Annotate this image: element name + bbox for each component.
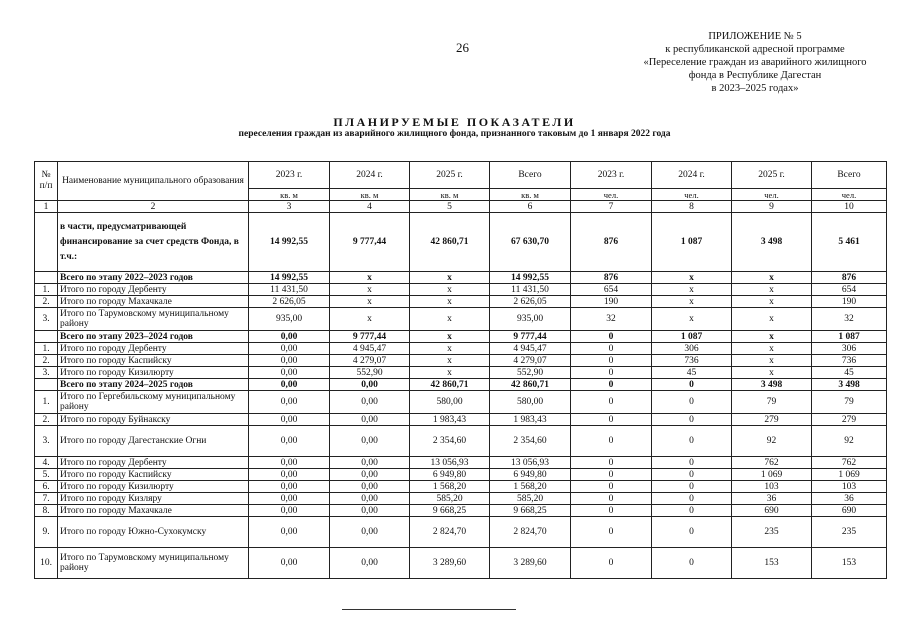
value-cell: 0,00	[249, 457, 330, 469]
table-row	[35, 343, 887, 355]
value-cell: 153	[812, 548, 887, 579]
unit-cell: чел.	[732, 189, 812, 201]
value-cell: 11 431,50	[490, 284, 571, 296]
value-cell: 0	[571, 548, 652, 579]
column-number-row	[35, 201, 887, 213]
value-cell: х	[410, 331, 490, 343]
value-cell: 3 498	[732, 213, 812, 272]
value-cell: 235	[732, 517, 812, 548]
value-cell: 0	[652, 505, 732, 517]
municipality-name-cell: Итого по Тарумовскому муниципальному району	[58, 548, 249, 579]
value-cell: 580,00	[490, 391, 571, 414]
municipality-name-cell: Итого по городу Каспийску	[58, 469, 249, 481]
value-cell: 36	[812, 493, 887, 505]
value-cell: 876	[812, 272, 887, 284]
value-cell: 279	[812, 414, 887, 426]
value-cell: 103	[812, 481, 887, 493]
value-cell: х	[652, 296, 732, 308]
value-cell: 3 289,60	[490, 548, 571, 579]
value-cell: 1 069	[812, 469, 887, 481]
table-row	[35, 367, 887, 379]
value-cell: 4 945,47	[330, 343, 410, 355]
document-subtitle: переселения граждан из аварийного жилищного фонда, признанного таковым до 1 января 2022 года	[238, 129, 671, 139]
value-cell: 0,00	[249, 469, 330, 481]
value-cell: х	[652, 284, 732, 296]
row-number-cell: 8.	[35, 505, 58, 517]
value-cell: 1 087	[652, 213, 732, 272]
row-number-cell	[35, 272, 58, 284]
municipality-name-cell: в части, предусматривающей финансирование за счет средств Фонда, в т.ч.:	[58, 213, 249, 272]
table-row	[35, 426, 887, 457]
value-cell: 0	[571, 493, 652, 505]
row-number-cell: 1.	[35, 284, 58, 296]
row-number-cell: 3.	[35, 308, 58, 331]
column-number: 3	[249, 201, 330, 213]
value-cell: 690	[732, 505, 812, 517]
value-cell: 79	[812, 391, 887, 414]
value-cell: 0,00	[249, 517, 330, 548]
value-cell: 2 626,05	[490, 296, 571, 308]
row-number-cell	[35, 213, 58, 272]
value-cell: х	[330, 308, 410, 331]
value-cell: 0	[571, 517, 652, 548]
value-cell: 92	[812, 426, 887, 457]
column-number: 2	[58, 201, 249, 213]
fund-total-row	[35, 213, 887, 272]
municipality-name-cell: Итого по городу Кизляру	[58, 493, 249, 505]
value-cell: 0,00	[249, 367, 330, 379]
value-cell: 9 777,44	[330, 213, 410, 272]
table-row	[35, 391, 887, 414]
unit-cell: кв. м	[249, 189, 330, 201]
row-number-cell: 1.	[35, 343, 58, 355]
value-cell: 0	[571, 391, 652, 414]
municipality-name-cell: Итого по городу Махачкале	[58, 296, 249, 308]
value-cell: 0	[652, 391, 732, 414]
row-number-cell: 2.	[35, 296, 58, 308]
column-number: 10	[812, 201, 887, 213]
value-cell: 0,00	[249, 493, 330, 505]
header-cell: 2025 г.	[410, 162, 490, 189]
header-cell: 2024 г.	[330, 162, 410, 189]
value-cell: 1 568,20	[410, 481, 490, 493]
value-cell: 6 949,80	[490, 469, 571, 481]
appendix-line: «Переселение граждан из аварийного жилищного	[643, 57, 867, 68]
value-cell: 13 056,93	[490, 457, 571, 469]
column-number: 1	[35, 201, 58, 213]
row-number-cell: 3.	[35, 426, 58, 457]
value-cell: 306	[812, 343, 887, 355]
header-cell: 2023 г.	[571, 162, 652, 189]
value-cell: х	[732, 272, 812, 284]
row-number-cell: 5.	[35, 469, 58, 481]
value-cell: 79	[732, 391, 812, 414]
municipality-name-cell: Итого по городу Каспийску	[58, 355, 249, 367]
value-cell: 654	[812, 284, 887, 296]
value-cell: 0	[652, 481, 732, 493]
table-body	[35, 213, 887, 579]
value-cell: 935,00	[249, 308, 330, 331]
value-cell: 0	[652, 457, 732, 469]
value-cell: 0	[652, 379, 732, 391]
value-cell: 0	[652, 426, 732, 457]
row-number-cell: 10.	[35, 548, 58, 579]
header-cell: 2025 г.	[732, 162, 812, 189]
value-cell: 190	[812, 296, 887, 308]
value-cell: х	[732, 367, 812, 379]
column-number: 5	[410, 201, 490, 213]
value-cell: 0	[571, 457, 652, 469]
value-cell: 0,00	[330, 469, 410, 481]
table-row	[35, 308, 887, 331]
value-cell: 0	[571, 379, 652, 391]
value-cell: 0	[571, 414, 652, 426]
appendix-line: к республиканской адресной программе	[665, 44, 845, 55]
municipality-name-cell: Итого по городу Дербенту	[58, 457, 249, 469]
footer-divider	[342, 609, 516, 610]
value-cell: 5 461	[812, 213, 887, 272]
value-cell: 552,90	[330, 367, 410, 379]
header-row	[35, 162, 887, 189]
unit-cell: чел.	[571, 189, 652, 201]
value-cell: 690	[812, 505, 887, 517]
value-cell: 876	[571, 213, 652, 272]
value-cell: х	[652, 308, 732, 331]
value-cell: 0,00	[330, 391, 410, 414]
value-cell: 13 056,93	[410, 457, 490, 469]
value-cell: 0,00	[249, 379, 330, 391]
value-cell: 103	[732, 481, 812, 493]
table-row	[35, 414, 887, 426]
value-cell: 14 992,55	[249, 213, 330, 272]
value-cell: 0,00	[330, 517, 410, 548]
unit-cell: кв. м	[410, 189, 490, 201]
row-number-cell: 6.	[35, 481, 58, 493]
value-cell: 1 087	[652, 331, 732, 343]
row-number-cell: 9.	[35, 517, 58, 548]
table-row	[35, 517, 887, 548]
value-cell: 654	[571, 284, 652, 296]
value-cell: х	[732, 331, 812, 343]
value-cell: 0,00	[249, 548, 330, 579]
value-cell: 0,00	[330, 481, 410, 493]
page-number: 26	[456, 40, 469, 55]
municipality-name-cell: Итого по Гергебильскому муниципальному району	[58, 391, 249, 414]
value-cell: 67 630,70	[490, 213, 571, 272]
value-cell: х	[410, 272, 490, 284]
value-cell: 14 992,55	[249, 272, 330, 284]
value-cell: 9 668,25	[410, 505, 490, 517]
table-row	[35, 548, 887, 579]
value-cell: 190	[571, 296, 652, 308]
value-cell: 1 069	[732, 469, 812, 481]
municipality-name-cell: Итого по городу Дербенту	[58, 343, 249, 355]
value-cell: 935,00	[490, 308, 571, 331]
table-row	[35, 296, 887, 308]
value-cell: 1 087	[812, 331, 887, 343]
value-cell: 0,00	[249, 331, 330, 343]
value-cell: 0	[571, 426, 652, 457]
column-number: 6	[490, 201, 571, 213]
value-cell: 0,00	[249, 355, 330, 367]
value-cell: х	[410, 367, 490, 379]
stage-total-row	[35, 379, 887, 391]
row-number-cell: 2.	[35, 355, 58, 367]
municipality-name-cell: Всего по этапу 2023–2024 годов	[58, 331, 249, 343]
value-cell: 2 354,60	[410, 426, 490, 457]
value-cell: 0,00	[249, 391, 330, 414]
value-cell: х	[410, 308, 490, 331]
value-cell: 0	[571, 469, 652, 481]
value-cell: 552,90	[490, 367, 571, 379]
column-number: 7	[571, 201, 652, 213]
value-cell: 0,00	[330, 505, 410, 517]
value-cell: 1 983,43	[490, 414, 571, 426]
row-number-cell	[35, 379, 58, 391]
value-cell: 585,20	[490, 493, 571, 505]
appendix-line: в 2023–2025 годах»	[711, 83, 799, 94]
value-cell: х	[330, 284, 410, 296]
value-cell: 279	[732, 414, 812, 426]
value-cell: 14 992,55	[490, 272, 571, 284]
value-cell: 32	[571, 308, 652, 331]
municipality-name-cell: Всего по этапу 2024–2025 годов	[58, 379, 249, 391]
column-number: 4	[330, 201, 410, 213]
value-cell: 4 945,47	[490, 343, 571, 355]
value-cell: 32	[812, 308, 887, 331]
row-number-cell: 1.	[35, 391, 58, 414]
value-cell: 153	[732, 548, 812, 579]
value-cell: 736	[652, 355, 732, 367]
value-cell: 0	[571, 331, 652, 343]
column-number: 8	[652, 201, 732, 213]
value-cell: х	[330, 296, 410, 308]
value-cell: 2 354,60	[490, 426, 571, 457]
table-row	[35, 284, 887, 296]
value-cell: 0	[571, 367, 652, 379]
value-cell: 92	[732, 426, 812, 457]
header-cell: 2024 г.	[652, 162, 732, 189]
value-cell: 45	[812, 367, 887, 379]
table-row	[35, 505, 887, 517]
value-cell: 0,00	[249, 426, 330, 457]
header-cell: Всего	[490, 162, 571, 189]
value-cell: 0,00	[330, 493, 410, 505]
table-row	[35, 355, 887, 367]
table-row	[35, 469, 887, 481]
table-row	[35, 481, 887, 493]
value-cell: 0	[652, 493, 732, 505]
appendix-block	[620, 30, 890, 95]
value-cell: 0,00	[249, 414, 330, 426]
value-cell: 0	[571, 481, 652, 493]
value-cell: 0	[652, 414, 732, 426]
column-number: 9	[732, 201, 812, 213]
value-cell: 876	[571, 272, 652, 284]
value-cell: 42 860,71	[410, 379, 490, 391]
value-cell: 0,00	[330, 414, 410, 426]
value-cell: 0	[571, 343, 652, 355]
header-cell: № п/п	[35, 162, 58, 201]
value-cell: х	[410, 355, 490, 367]
value-cell: 585,20	[410, 493, 490, 505]
municipality-name-cell: Всего по этапу 2022–2023 годов	[58, 272, 249, 284]
value-cell: 2 824,70	[410, 517, 490, 548]
unit-cell: кв. м	[330, 189, 410, 201]
value-cell: 2 626,05	[249, 296, 330, 308]
value-cell: х	[732, 284, 812, 296]
value-cell: х	[410, 296, 490, 308]
value-cell: 1 983,43	[410, 414, 490, 426]
row-number-cell: 7.	[35, 493, 58, 505]
value-cell: 0,00	[330, 548, 410, 579]
municipality-name-cell: Итого по городу Южно-Сухокумску	[58, 517, 249, 548]
header-cell: 2023 г.	[249, 162, 330, 189]
stage-total-row	[35, 272, 887, 284]
value-cell: 0	[571, 505, 652, 517]
value-cell: 9 777,44	[330, 331, 410, 343]
table-row	[35, 457, 887, 469]
value-cell: 2 824,70	[490, 517, 571, 548]
unit-cell: кв. м	[490, 189, 571, 201]
value-cell: х	[732, 308, 812, 331]
value-cell: 0,00	[330, 379, 410, 391]
value-cell: 762	[732, 457, 812, 469]
header-cell: Всего	[812, 162, 887, 189]
document-title: ПЛАНИРУЕМЫЕ ПОКАЗАТЕЛИ	[333, 115, 576, 129]
municipality-name-cell: Итого по городу Буйнакску	[58, 414, 249, 426]
value-cell: 42 860,71	[410, 213, 490, 272]
value-cell: х	[410, 343, 490, 355]
header-cell: Наименование муниципального образования	[58, 162, 249, 201]
value-cell: 36	[732, 493, 812, 505]
value-cell: 3 289,60	[410, 548, 490, 579]
row-number-cell	[35, 331, 58, 343]
value-cell: 0	[652, 517, 732, 548]
value-cell: 1 568,20	[490, 481, 571, 493]
value-cell: 6 949,80	[410, 469, 490, 481]
value-cell: 0,00	[330, 457, 410, 469]
value-cell: 306	[652, 343, 732, 355]
unit-cell: чел.	[652, 189, 732, 201]
value-cell: 580,00	[410, 391, 490, 414]
value-cell: 45	[652, 367, 732, 379]
value-cell: х	[732, 343, 812, 355]
value-cell: 42 860,71	[490, 379, 571, 391]
value-cell: 4 279,07	[330, 355, 410, 367]
row-number-cell: 2.	[35, 414, 58, 426]
value-cell: 11 431,50	[249, 284, 330, 296]
value-cell: 736	[812, 355, 887, 367]
municipality-name-cell: Итого по Тарумовскому муниципальному району	[58, 308, 249, 331]
value-cell: 0,00	[330, 426, 410, 457]
value-cell: х	[732, 355, 812, 367]
municipality-name-cell: Итого по городу Махачкале	[58, 505, 249, 517]
value-cell: 235	[812, 517, 887, 548]
appendix-line: ПРИЛОЖЕНИЕ № 5	[708, 31, 802, 42]
municipality-name-cell: Итого по городу Кизилюрту	[58, 367, 249, 379]
appendix-line: фонда в Республике Дагестан	[688, 70, 822, 81]
value-cell: 9 668,25	[490, 505, 571, 517]
municipality-name-cell: Итого по городу Дагестанские Огни	[58, 426, 249, 457]
value-cell: 0,00	[249, 343, 330, 355]
value-cell: 0	[652, 548, 732, 579]
row-number-cell: 4.	[35, 457, 58, 469]
value-cell: 3 498	[812, 379, 887, 391]
value-cell: 0	[571, 355, 652, 367]
value-cell: 0,00	[249, 505, 330, 517]
value-cell: 4 279,07	[490, 355, 571, 367]
value-cell: 9 777,44	[490, 331, 571, 343]
value-cell: х	[652, 272, 732, 284]
value-cell: х	[330, 272, 410, 284]
value-cell: 3 498	[732, 379, 812, 391]
value-cell: х	[410, 284, 490, 296]
indicators-table	[34, 161, 887, 579]
table-row	[35, 493, 887, 505]
value-cell: 0,00	[249, 481, 330, 493]
unit-cell: чел.	[812, 189, 887, 201]
value-cell: 0	[652, 469, 732, 481]
value-cell: 762	[812, 457, 887, 469]
municipality-name-cell: Итого по городу Кизилюрту	[58, 481, 249, 493]
stage-total-row	[35, 331, 887, 343]
municipality-name-cell: Итого по городу Дербенту	[58, 284, 249, 296]
row-number-cell: 3.	[35, 367, 58, 379]
value-cell: х	[732, 296, 812, 308]
